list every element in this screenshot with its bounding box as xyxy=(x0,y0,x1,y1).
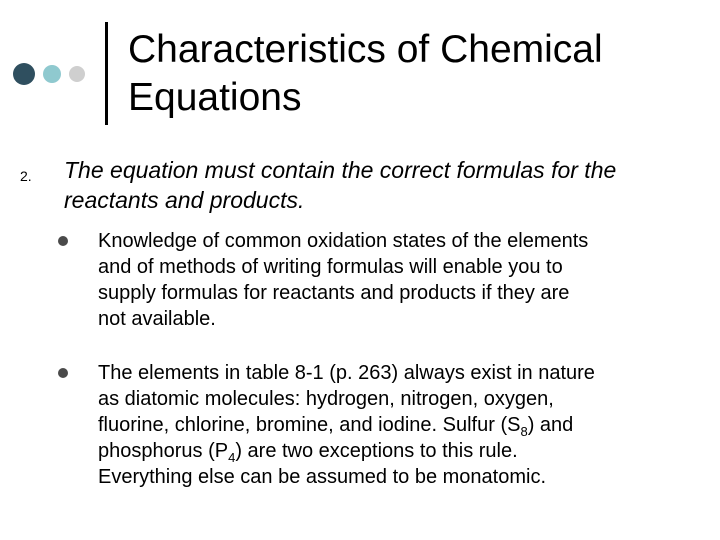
sub-bullet-1 xyxy=(98,228,703,332)
sub-bullet-1-line: Knowledge of common oxidation states of the elements xyxy=(98,230,589,252)
sub-bullet-2-line xyxy=(98,412,703,438)
sulfur-text: fluorine, chlorine, bromine, and iodine. Sulfur (S xyxy=(98,414,521,436)
phosphorus-text: phosphorus (P xyxy=(98,440,229,462)
sulfur-subscript: 8 xyxy=(520,424,528,439)
sub-bullet-2-line: Everything else can be assumed to be monatomic. xyxy=(98,466,547,488)
title-line-2: Equations xyxy=(128,76,302,119)
sub-bullet-2-line: as diatomic molecules: hydrogen, nitrogen, oxygen, xyxy=(98,388,554,410)
bullet-dot-icon xyxy=(58,236,68,246)
main-point-line-1: The equation must contain the correct formulas for the xyxy=(64,157,617,183)
sub-bullet-2-line xyxy=(98,438,703,464)
title-line-1: Characteristics of Chemical xyxy=(128,28,603,71)
bullet-dot-icon xyxy=(58,368,68,378)
title-divider xyxy=(105,22,108,125)
phosphorus-text-end: ) are two exceptions to this rule. xyxy=(235,440,518,462)
slide-title xyxy=(128,26,708,122)
sulfur-text-end: ) and xyxy=(527,414,574,436)
main-point xyxy=(64,155,704,215)
dark-dot-icon xyxy=(13,63,35,85)
main-point-line-2: reactants and products. xyxy=(64,187,305,213)
sub-bullet-1-line: and of methods of writing formulas will enable you to xyxy=(98,256,563,278)
sub-bullet-1-line: not available. xyxy=(98,308,216,330)
phosphorus-subscript: 4 xyxy=(228,450,236,465)
item-number: 2. xyxy=(20,168,32,184)
sub-bullet-2-line: The elements in table 8-1 (p. 263) always exist in nature xyxy=(98,362,595,384)
gray-dot-icon xyxy=(69,66,85,82)
sub-bullet-1-line: supply formulas for reactants and products if they are xyxy=(98,282,570,304)
teal-dot-icon xyxy=(43,65,61,83)
sub-bullet-2 xyxy=(98,360,703,490)
